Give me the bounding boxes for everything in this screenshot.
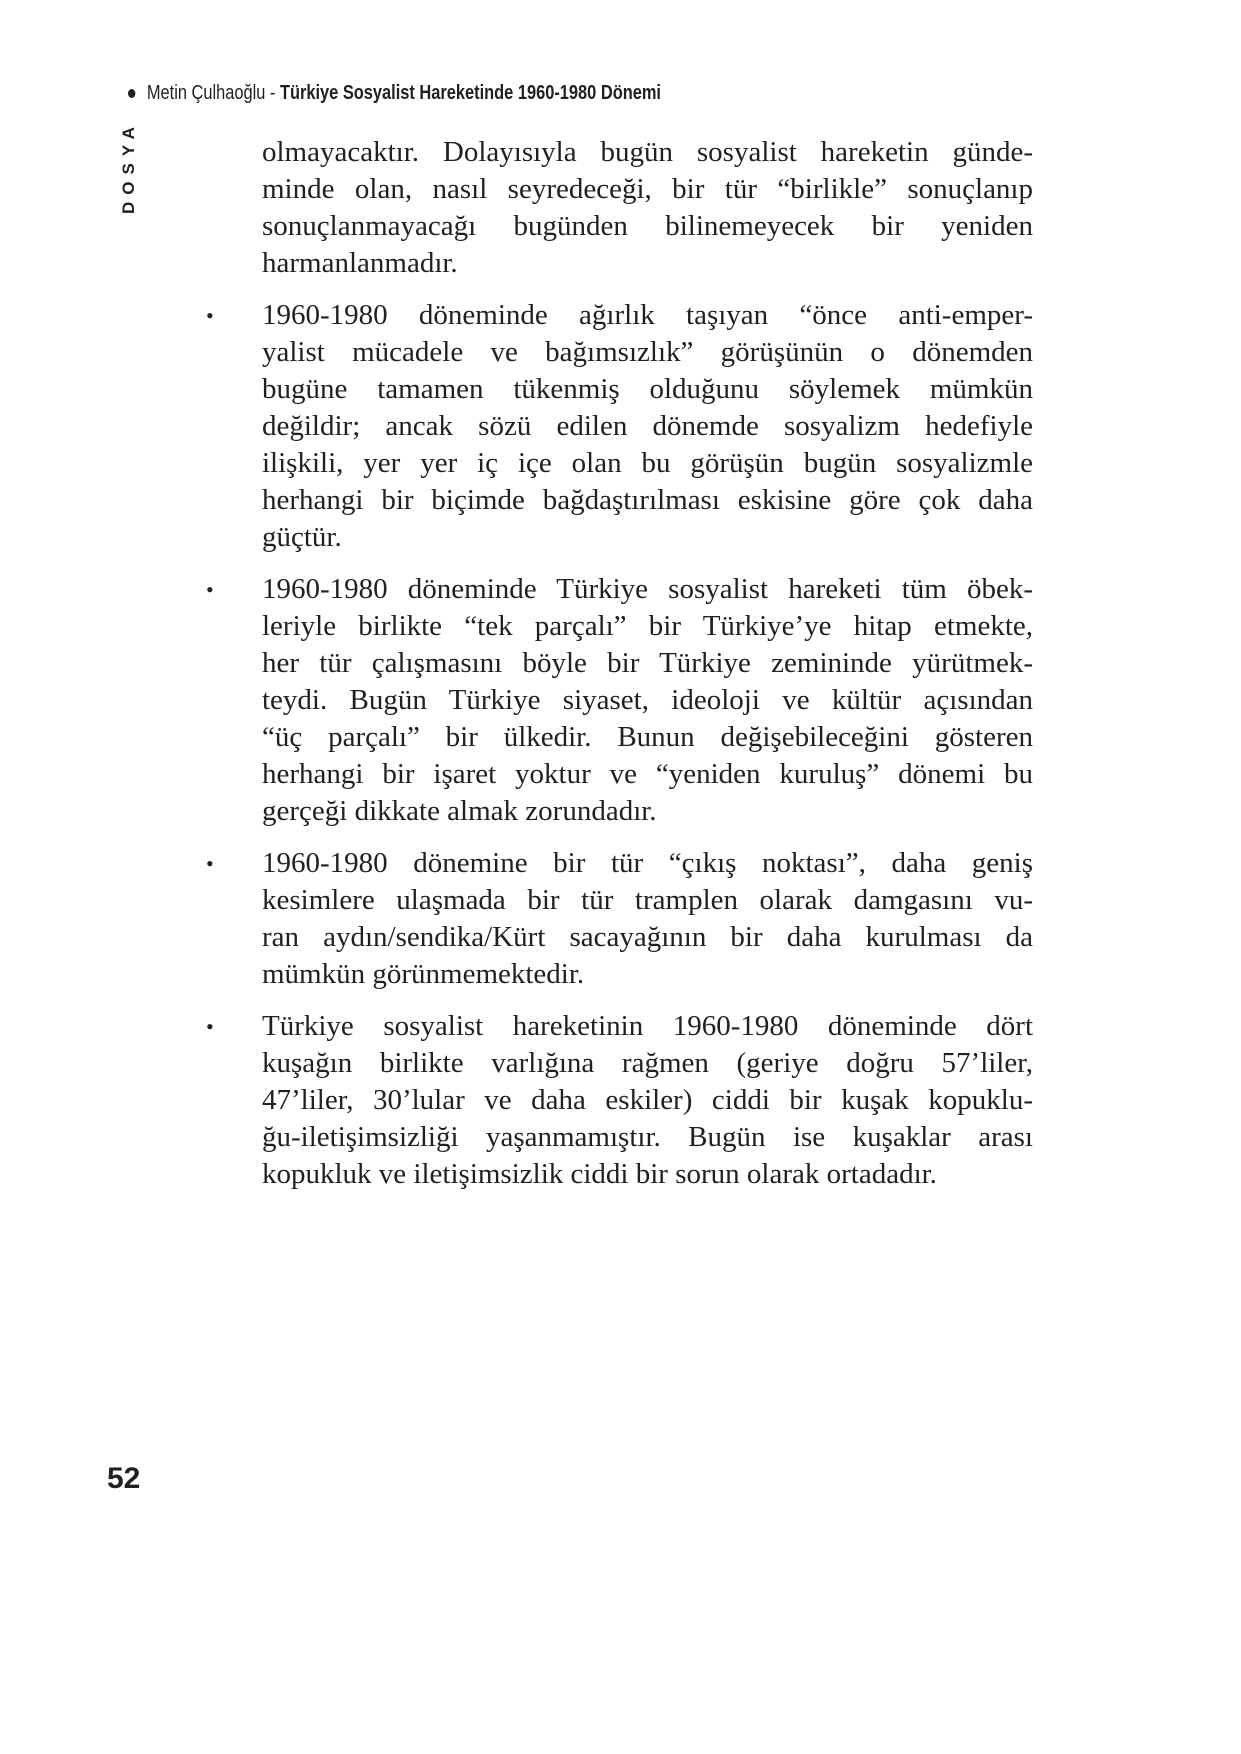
text-line: güçtür. — [262, 521, 342, 553]
header-author: Metin Çulhaoğlu - — [146, 82, 280, 104]
bullet-marker: • — [206, 577, 214, 602]
text-line: kopukluk ve iletişimsizlik ciddi bir sorun olarak ortadadır. — [262, 1158, 937, 1190]
text-line: herhangi bir biçimde bağdaştırılması eskisine göre çok daha — [262, 484, 1033, 516]
text-line: ğu-iletişimsizliği yaşanmamıştır. Bugün ise kuşaklar arası — [262, 1121, 1033, 1153]
text-line: 1960-1980 döneminde Türkiye sosyalist hareketi tüm öbek- — [262, 573, 1033, 605]
text-line: kesimlere ulaşmada bir tür tramplen olarak damgasını vu- — [262, 884, 1033, 916]
text-line: her tür çalışmasını böyle bir Türkiye zemininde yürütmek- — [262, 647, 1033, 679]
text-line: Türkiye sosyalist hareketinin 1960-1980 döneminde dört — [262, 1010, 1033, 1042]
section-label: DOSYA — [119, 120, 138, 214]
text-line: harmanlanmadır. — [262, 247, 458, 279]
text-line: değildir; ancak sözü edilen dönemde sosyalizm hedefiyle — [262, 410, 1033, 442]
paragraph — [262, 134, 1033, 282]
text-line: herhangi bir işaret yoktur ve “yeniden kuruluş” dönemi bu — [262, 758, 1033, 790]
text-line: ran aydın/sendika/Kürt sacayağının bir daha kurulması da — [262, 921, 1033, 953]
text-line: olmayacaktır. Dolayısıyla bugün sosyalist hareketin günde- — [262, 136, 1033, 168]
text-line: 47’liler, 30’lular ve daha eskiler) ciddi bir kuşak kopuklu- — [262, 1084, 1033, 1116]
text-line: bugüne tamamen tükenmiş olduğunu söylemek mümkün — [262, 373, 1033, 405]
bullet-marker: • — [206, 303, 214, 328]
text-line: leriyle birlikte “tek parçalı” bir Türkiye’ye hitap etmekte, — [262, 610, 1033, 642]
bullet-item — [206, 1008, 1033, 1193]
text-line: ilişkili, yer yer iç içe olan bu görüşün bugün sosyalizmle — [262, 447, 1033, 479]
text-line: 1960-1980 dönemine bir tür “çıkış noktası”, daha geniş — [262, 847, 1033, 879]
bullet-item — [206, 297, 1033, 556]
bullet-dot-icon — [128, 89, 135, 98]
text-line: mümkün görünmemektedir. — [262, 958, 585, 990]
running-header — [128, 82, 661, 105]
page-number: 52 — [107, 1462, 141, 1495]
text-line: gerçeği dikkate almak zorundadır. — [262, 795, 657, 827]
text-line: 1960-1980 döneminde ağırlık taşıyan “önce anti-emper- — [262, 299, 1033, 331]
text-line: minde olan, nasıl seyredeceği, bir tür “birlikle” sonuçlanıp — [262, 173, 1033, 205]
text-line: teydi. Bugün Türkiye siyaset, ideoloji ve kültür açısından — [262, 684, 1033, 716]
bullet-marker: • — [206, 851, 214, 876]
text-line: “üç parçalı” bir ülkedir. Bunun değişebileceğini gösteren — [262, 721, 1033, 753]
bullet-item — [206, 571, 1033, 830]
header-title: Türkiye Sosyalist Hareketinde 1960-1980 Dönemi — [279, 82, 661, 104]
text-line: sonuçlanmayacağı bugünden bilinemeyecek bir yeniden — [262, 210, 1033, 242]
bullet-marker: • — [206, 1014, 214, 1039]
text-line: yalist mücadele ve bağımsızlık” görüşünün o dönemden — [262, 336, 1033, 368]
bullet-item — [206, 845, 1033, 993]
text-line: kuşağın birlikte varlığına rağmen (geriye doğru 57’liler, — [262, 1047, 1033, 1079]
article-body — [206, 134, 1033, 1208]
